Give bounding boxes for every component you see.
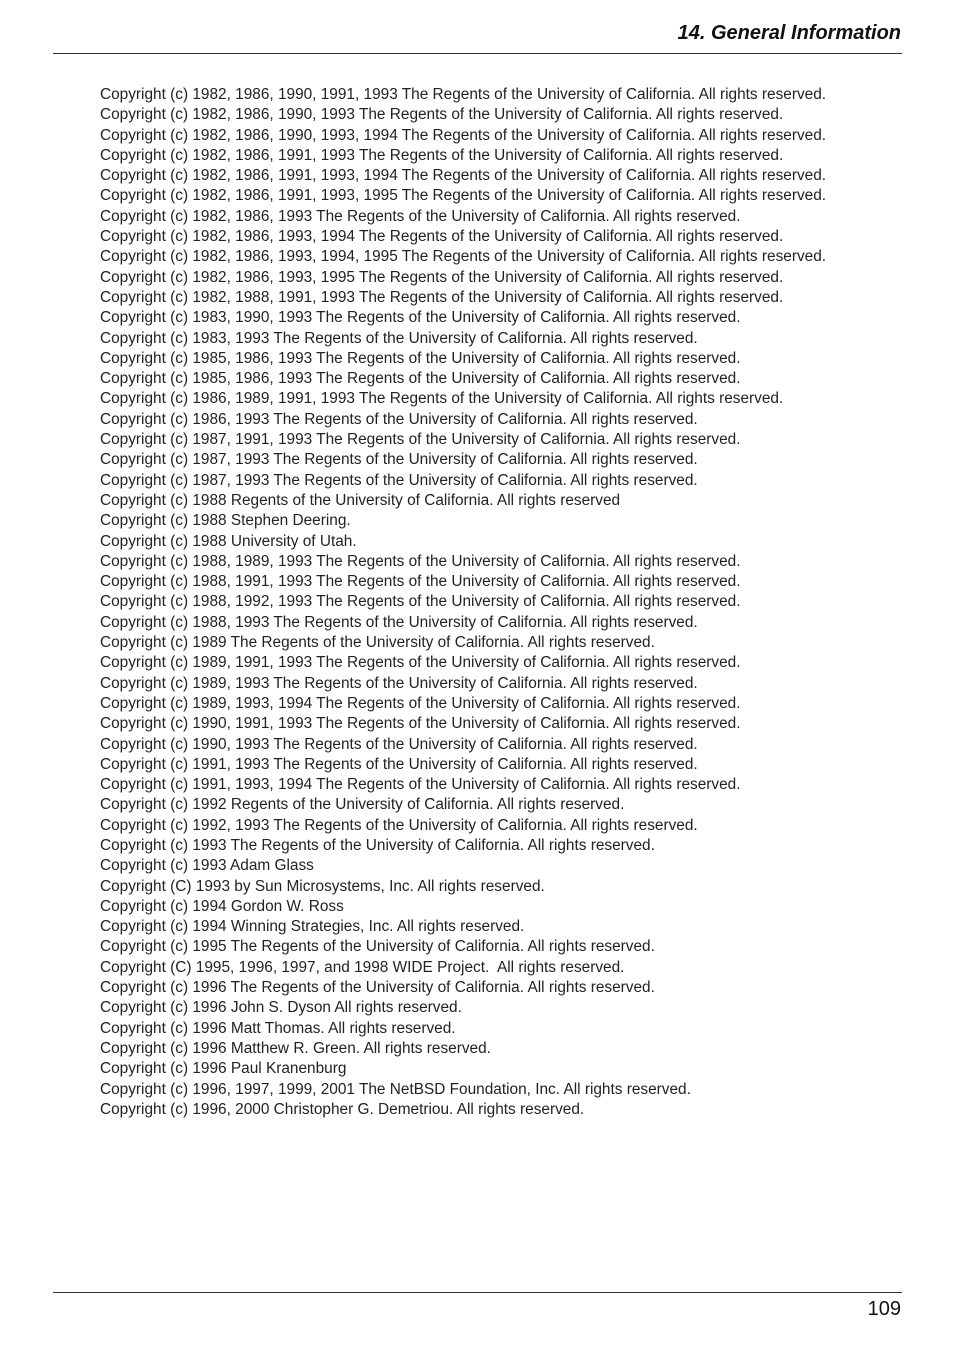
copyright-line: Copyright (c) 1988 Stephen Deering. (100, 512, 351, 530)
copyright-line: Copyright (c) 1982, 1986, 1990, 1991, 1993 The Regents of the University of California. All rights reserved. (100, 86, 827, 103)
copyright-line: Copyright (c) 1988 University of Utah. (100, 532, 357, 550)
copyright-line: Copyright (c) 1982, 1986, 1993, 1994 The Regents of the University of California. All rights reserved. (100, 228, 784, 246)
copyright-line: Copyright (c) 1993 The Regents of the University of California. All rights reserved. (100, 836, 655, 854)
copyright-line: Copyright (c) 1994 Gordon W. Ross (100, 897, 344, 915)
copyright-line: Copyright (c) 1989 The Regents of the University of California. All rights reserved. (100, 634, 655, 652)
page-number: 109 (867, 1298, 901, 1320)
copyright-line: Copyright (c) 1982, 1986, 1991, 1993, 1994 The Regents of the University of California. All rights reserved. (100, 167, 827, 185)
page-header-title: 14. General Information (677, 22, 901, 44)
copyright-line: Copyright (c) 1996 John S. Dyson All rights reserved. (100, 999, 462, 1017)
copyright-line: Copyright (C) 1993 by Sun Microsystems, Inc. All rights reserved. (100, 877, 545, 895)
copyright-line: Copyright (c) 1988, 1989, 1993 The Regents of the University of California. All rights reserved. (100, 552, 741, 570)
copyright-line: Copyright (c) 1990, 1991, 1993 The Regents of the University of California. All rights reserved. (100, 715, 741, 733)
header-rule (53, 53, 902, 54)
copyright-line: Copyright (c) 1982, 1986, 1993, 1995 The Regents of the University of California. All rights reserved. (100, 268, 784, 286)
copyright-line: Copyright (c) 1987, 1991, 1993 The Regents of the University of California. All rights reserved. (100, 431, 741, 449)
copyright-line: Copyright (c) 1989, 1993, 1994 The Regents of the University of California. All rights reserved. (100, 694, 741, 712)
copyright-line: Copyright (c) 1988 Regents of the University of California. All rights reserved (100, 491, 621, 509)
copyright-line: Copyright (c) 1992 Regents of the University of California. All rights reserved. (100, 796, 625, 814)
copyright-line: Copyright (c) 1985, 1986, 1993 The Regents of the University of California. All rights reserved. (100, 349, 741, 367)
copyright-list (100, 85, 845, 1120)
copyright-line: Copyright (c) 1996, 1997, 1999, 2001 The NetBSD Foundation, Inc. All rights reserved. (100, 1080, 691, 1098)
footer-rule (53, 1292, 902, 1293)
copyright-line: Copyright (c) 1988, 1993 The Regents of the University of California. All rights reserved. (100, 613, 698, 631)
copyright-line: Copyright (c) 1983, 1990, 1993 The Regents of the University of California. All rights reserved. (100, 309, 741, 327)
copyright-line: Copyright (c) 1986, 1989, 1991, 1993 The Regents of the University of California. All rights reserved. (100, 390, 784, 408)
copyright-line: Copyright (c) 1982, 1986, 1990, 1993, 1994 The Regents of the University of California. All rights reserved. (100, 126, 827, 144)
copyright-line: Copyright (c) 1986, 1993 The Regents of the University of California. All rights reserved. (100, 410, 698, 428)
copyright-line: Copyright (c) 1987, 1993 The Regents of the University of California. All rights reserved. (100, 451, 698, 469)
copyright-line: Copyright (c) 1993 Adam Glass (100, 857, 314, 875)
copyright-line: Copyright (c) 1996 Paul Kranenburg (100, 1060, 347, 1078)
copyright-line: Copyright (c) 1991, 1993, 1994 The Regents of the University of California. All rights reserved. (100, 776, 741, 794)
copyright-line: Copyright (c) 1991, 1993 The Regents of the University of California. All rights reserved. (100, 755, 698, 773)
copyright-line: Copyright (c) 1988, 1992, 1993 The Regents of the University of California. All rights reserved. (100, 593, 741, 611)
copyright-line: Copyright (c) 1992, 1993 The Regents of the University of California. All rights reserved. (100, 816, 698, 834)
copyright-line: Copyright (c) 1996, 2000 Christopher G. Demetriou. All rights reserved. (100, 1100, 585, 1118)
copyright-line: Copyright (c) 1983, 1993 The Regents of the University of California. All rights reserved. (100, 329, 698, 347)
copyright-line: Copyright (c) 1995 The Regents of the University of California. All rights reserved. (100, 938, 655, 956)
copyright-line: Copyright (c) 1985, 1986, 1993 The Regents of the University of California. All rights reserved. (100, 370, 741, 388)
copyright-line: Copyright (c) 1987, 1993 The Regents of the University of California. All rights reserved. (100, 471, 698, 489)
copyright-line: Copyright (c) 1996 Matt Thomas. All rights reserved. (100, 1019, 456, 1037)
copyright-line: Copyright (C) 1995, 1996, 1997, and 1998 WIDE Project. All rights reserved. (100, 958, 625, 976)
copyright-line: Copyright (c) 1996 Matthew R. Green. All rights reserved. (100, 1039, 491, 1057)
copyright-line: Copyright (c) 1989, 1993 The Regents of the University of California. All rights reserved. (100, 674, 698, 692)
copyright-line: Copyright (c) 1989, 1991, 1993 The Regents of the University of California. All rights reserved. (100, 654, 741, 672)
copyright-line: Copyright (c) 1994 Winning Strategies, Inc. All rights reserved. (100, 918, 525, 936)
copyright-line: Copyright (c) 1982, 1986, 1990, 1993 The Regents of the University of California. All rights reserved. (100, 106, 784, 124)
copyright-line: Copyright (c) 1990, 1993 The Regents of the University of California. All rights reserved. (100, 735, 698, 753)
copyright-line: Copyright (c) 1982, 1986, 1991, 1993 The Regents of the University of California. All rights reserved. (100, 146, 784, 164)
copyright-line: Copyright (c) 1982, 1986, 1993, 1994, 1995 The Regents of the University of California. All rights reserved. (100, 248, 827, 266)
copyright-line: Copyright (c) 1982, 1986, 1993 The Regents of the University of California. All rights reserved. (100, 207, 741, 225)
copyright-line: Copyright (c) 1982, 1988, 1991, 1993 The Regents of the University of California. All rights reserved. (100, 288, 784, 306)
copyright-line: Copyright (c) 1996 The Regents of the University of California. All rights reserved. (100, 979, 655, 997)
copyright-line: Copyright (c) 1988, 1991, 1993 The Regents of the University of California. All rights reserved. (100, 573, 741, 591)
copyright-line: Copyright (c) 1982, 1986, 1991, 1993, 1995 The Regents of the University of California. All rights reserved. (100, 187, 827, 205)
